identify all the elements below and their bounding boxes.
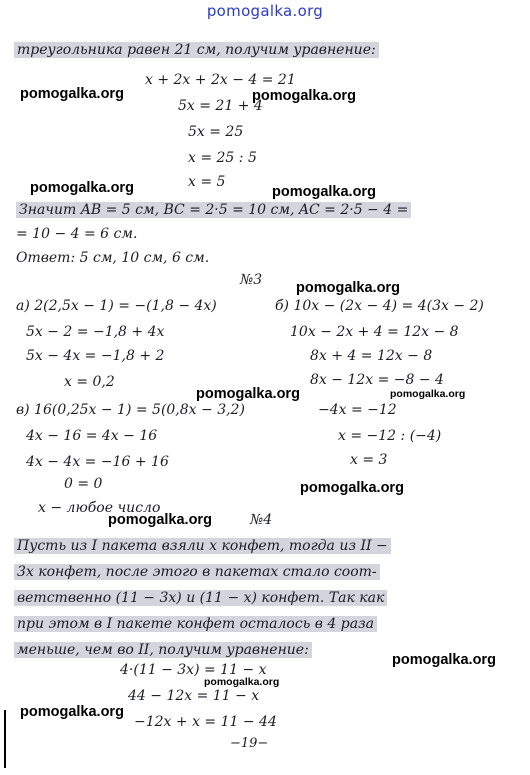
watermark: pomogalka.org [390, 388, 466, 400]
line-2: x + 2x + 2x − 4 = 21 [145, 72, 296, 88]
line-8: = 10 − 4 = 6 см. [16, 226, 138, 242]
line-4: 5x = 25 [188, 124, 244, 140]
watermark: pomogalka.org [296, 280, 400, 296]
paragraph-line-1: Пусть из I пакета взяли x конфет, тогда из II − [14, 538, 391, 554]
equation-line-1: 4·(11 − 3x) = 11 − x [120, 662, 267, 678]
part-b-line-6: x = −12 : (−4) [338, 428, 442, 444]
watermark: pomogalka.org [204, 676, 280, 688]
watermark: pomogalka.org [30, 180, 134, 196]
part-a-line-2: 5x − 2 = −1,8 + 4x [26, 324, 165, 340]
line-6: x = 5 [188, 174, 226, 190]
part-b-line-7: x = 3 [350, 452, 388, 468]
watermark: pomogalka.org [300, 480, 404, 496]
equation-line-3: −12x + x = 11 − 44 [134, 714, 277, 730]
line-3: 5x = 21 + 4 [178, 98, 263, 114]
watermark: pomogalka.org [272, 184, 376, 200]
watermark: pomogalka.org [20, 86, 124, 102]
line-9: Ответ: 5 см, 10 см, 6 см. [16, 250, 210, 266]
part-c-line-3: 4x − 4x = −16 + 16 [26, 454, 169, 470]
part-b-line-5: −4x = −12 [318, 402, 397, 418]
site-header-link[interactable]: pomogalka.org [206, 2, 324, 20]
paragraph-line-4: при этом в I пакете конфет осталось в 4 раза [14, 616, 377, 632]
part-a-line-4: x = 0,2 [64, 374, 115, 390]
paragraph-line-3: ветственно (11 − 3x) и (11 − x) конфет. Так как [14, 590, 387, 606]
part-c-line-2: 4x − 16 = 4x − 16 [26, 428, 158, 444]
part-b-line-3: 8x + 4 = 12x − 8 [310, 348, 433, 364]
paragraph-line-5: меньше, чем во II, получим уравнение: [14, 642, 312, 658]
part-c-line-4: 0 = 0 [64, 476, 103, 492]
part-b-line-4: 8x − 12x = −8 − 4 [310, 372, 444, 388]
page-number: −19− [230, 736, 269, 751]
part-b-line-2: 10x − 2x + 4 = 12x − 8 [290, 324, 459, 340]
problem-4-heading: №4 [250, 512, 273, 528]
margin-mark [4, 710, 6, 768]
part-c-line-1: в) 16(0,25x − 1) = 5(0,8x − 3,2) [16, 402, 245, 418]
watermark: pomogalka.org [196, 386, 300, 402]
line-7: Значит AB = 5 см, BC = 2·5 = 10 см, AC = 2·5 − 4 = [16, 202, 411, 218]
part-a-line-1: а) 2(2,5x − 1) = −(1,8 − 4x) [16, 298, 217, 314]
watermark: pomogalka.org [252, 88, 356, 104]
line-5: x = 25 : 5 [188, 150, 257, 166]
part-b-line-1: б) 10x − (2x − 4) = 4(3x − 2) [275, 298, 484, 314]
part-c-line-5: x − любое число [38, 500, 161, 516]
line-1: треугольника равен 21 см, получим уравнение: [14, 42, 379, 58]
watermark: pomogalka.org [20, 704, 124, 720]
part-a-line-3: 5x − 4x = −1,8 + 2 [26, 348, 165, 364]
paragraph-line-2: 3x конфет, после этого в пакетах стало соот- [14, 564, 380, 580]
watermark: pomogalka.org [392, 652, 496, 668]
problem-3-heading: №3 [240, 272, 263, 288]
watermark: pomogalka.org [108, 512, 212, 528]
equation-line-2: 44 − 12x = 11 − x [128, 688, 260, 704]
